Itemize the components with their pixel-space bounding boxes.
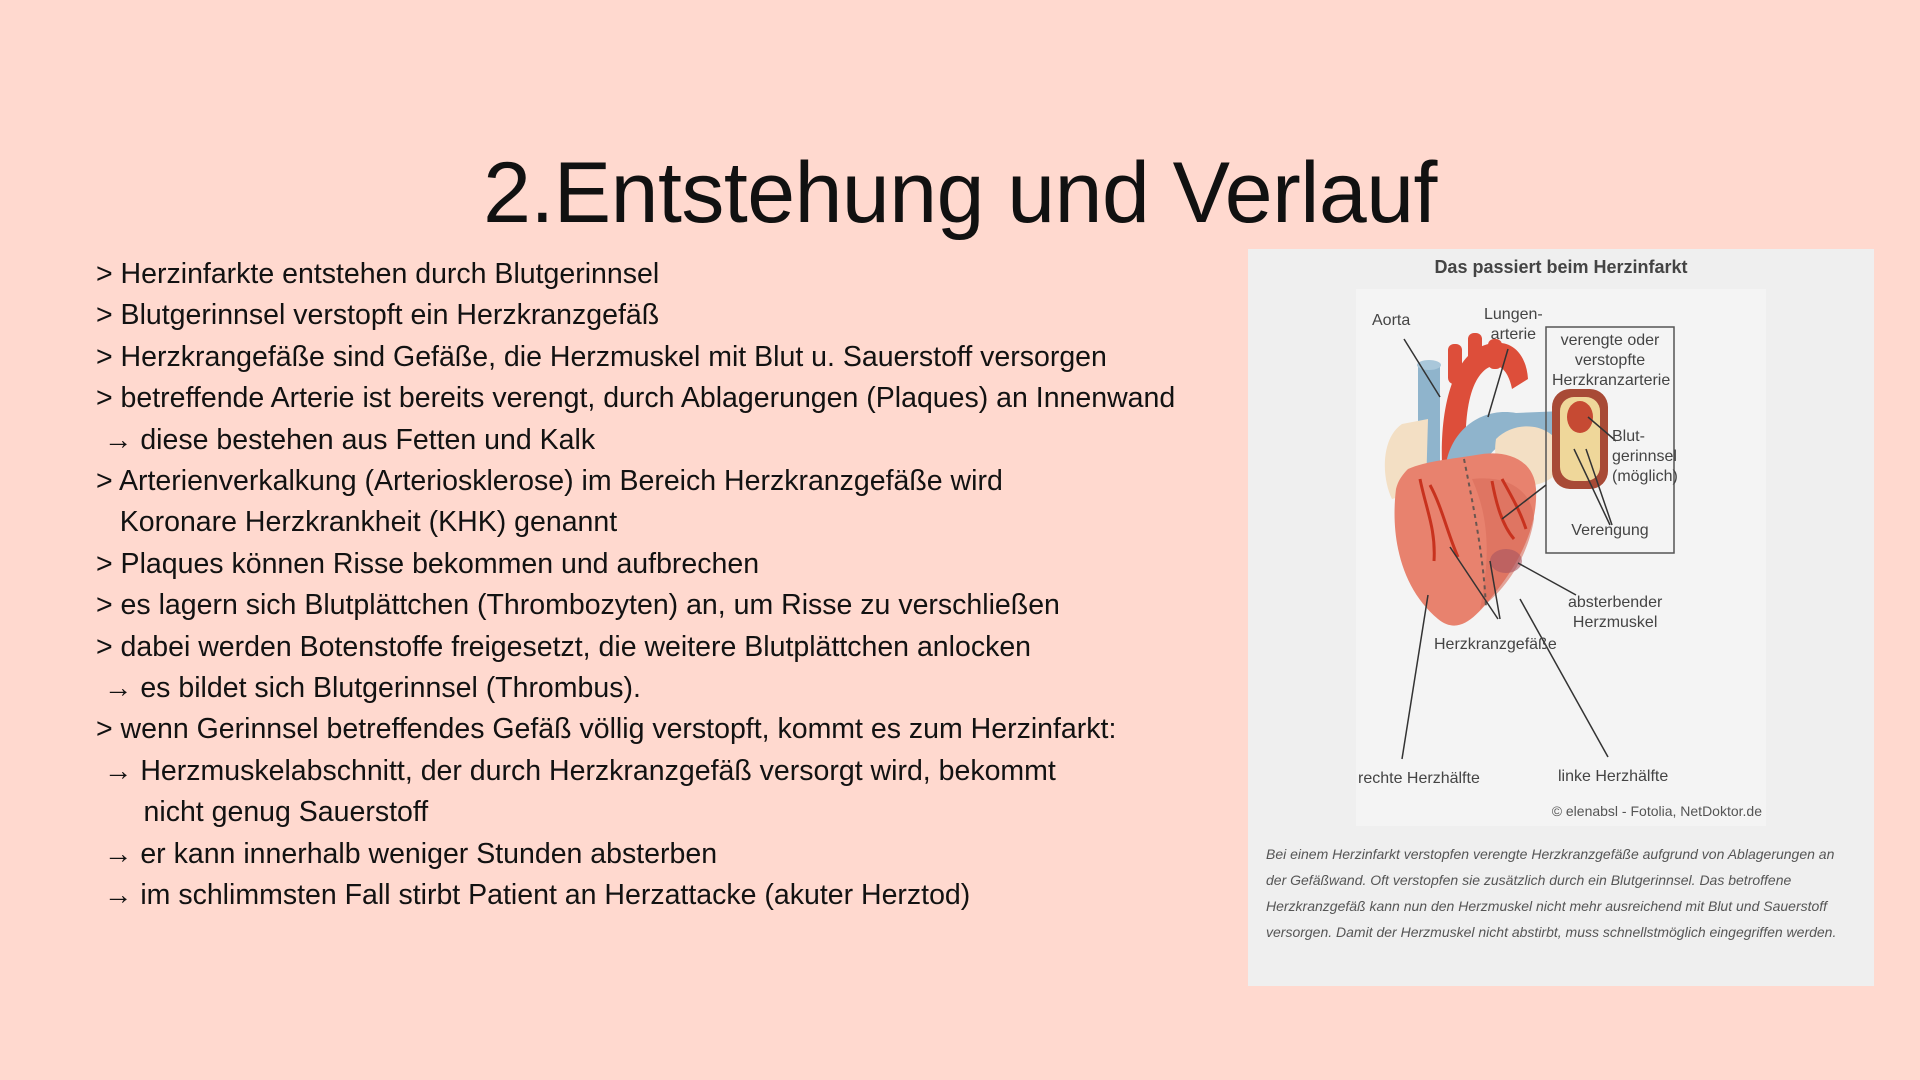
bullet-item: > dabei werden Botenstoffe freigesetzt, die weitere Blutplättchen anlocken	[96, 630, 1032, 663]
figure-credit: © elenabsl - Fotolia, NetDoktor.de	[1551, 803, 1762, 819]
bullet-item: → er kann innerhalb weniger Stunden absterben	[96, 837, 718, 870]
bullet-item: → Herzmuskelabschnitt, der durch Herzkranzgefäß versorgt wird, bekommt	[96, 754, 1056, 787]
bullet-item: > Arterienverkalkung (Arteriosklerose) im Bereich Herzkranzgefäße wird	[96, 465, 1003, 498]
label-herzkranzgefaesse: Herzkranzgefäße	[1434, 636, 1557, 653]
figure-caption: Bei einem Herzinfarkt verstopfen verengte Herzkranzgefäße aufgrund von Ablagerungen an der Gefäßwand. Oft verstopfen sie zusätzlich durch ein Blutgerinnsel. Das betroffene Herzkranzgefäß kann nun den Herzmuskel nicht mehr ausreichend mit Blut und Sauerstoff versorgen. Damit der Herzmuskel nicht abstirbt, muss schnellstmöglich eingegriffen werden.	[1266, 846, 1837, 940]
label-lungenarterie: Lungen- arterie	[1484, 306, 1543, 343]
figure-illustration	[1356, 289, 1766, 826]
bullet-item: > Blutgerinnsel verstopft ein Herzkranzgefäß	[96, 299, 660, 332]
bullet-item: > Plaques können Risse bekommen und aufbrechen	[96, 547, 760, 580]
bullet-item: → diese bestehen aus Fetten und Kalk	[96, 423, 596, 456]
figure-header: Das passiert beim Herzinfarkt	[1434, 257, 1688, 277]
label-verengung: Verengung	[1571, 522, 1649, 539]
bullet-item: > Herzinfarkte entstehen durch Blutgerinnsel	[96, 258, 660, 290]
slide-title: 2.Entstehung und Verlauf	[483, 144, 1437, 241]
label-linke-herzhaelfte: linke Herzhälfte	[1558, 768, 1669, 785]
bullet-item: > betreffende Arterie ist bereits verengt, durch Ablagerungen (Plaques) an Innenwand	[96, 382, 1176, 415]
bullet-item: → im schlimmsten Fall stirbt Patient an Herzattacke (akuter Herztod)	[96, 879, 971, 912]
leader-rechte	[1402, 595, 1428, 759]
label-verengte-herzkranzarterie: verengte oder verstopfte Herzkranzarterie	[1552, 332, 1671, 389]
bullet-item: Koronare Herzkrankheit (KHK) genannt	[96, 506, 618, 539]
bullet-item: > Herzkrangefäße sind Gefäße, die Herzmuskel mit Blut u. Sauerstoff versorgen	[96, 340, 1107, 373]
bullet-item: > es lagern sich Blutplättchen (Thrombozyten) an, um Risse zu verschließen	[96, 589, 1060, 622]
bullet-list	[96, 254, 1246, 917]
label-rechte-herzhaelfte: rechte Herzhälfte	[1358, 770, 1480, 787]
bullet-item: → es bildet sich Blutgerinnsel (Thrombus).	[96, 672, 641, 705]
label-blutgerinnsel: Blut- gerinnsel (möglich)	[1612, 428, 1678, 485]
infarct-area	[1490, 549, 1522, 573]
aorta-branch-1	[1448, 344, 1462, 384]
bullet-item: nicht genug Sauerstoff	[96, 796, 429, 829]
leader-absterbender	[1518, 563, 1576, 595]
label-aorta: Aorta	[1372, 312, 1411, 329]
aorta-branch-2	[1468, 333, 1482, 367]
bullet-item: > wenn Gerinnsel betreffendes Gefäß völlig verstopft, kommt es zum Herzinfarkt:	[96, 713, 1117, 746]
label-absterbender-herzmuskel: absterbender Herzmuskel	[1568, 594, 1663, 631]
heart-attack-figure	[1248, 249, 1874, 986]
